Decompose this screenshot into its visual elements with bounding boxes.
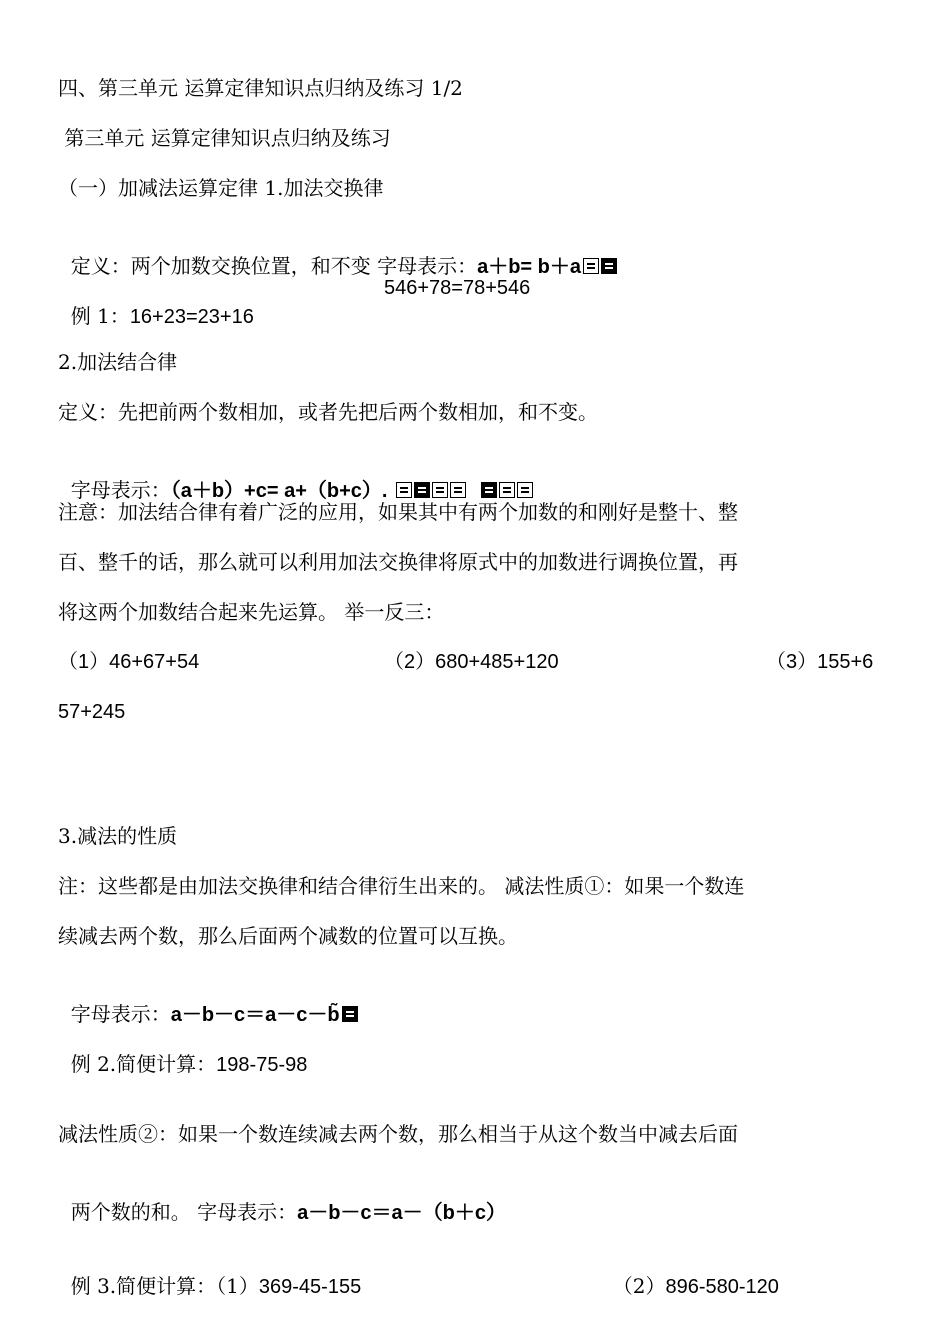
placeholder-glyph-icon bbox=[432, 482, 448, 498]
note-paragraph-line: 百、整千的话，那么就可以利用加法交换律将原式中的加数进行调换位置，再 bbox=[58, 550, 738, 574]
example-expression: 546+78=78+546 bbox=[384, 277, 531, 299]
formula-label: 字母表示： bbox=[70, 478, 171, 502]
example-3-part-2 bbox=[600, 1244, 779, 1301]
subtraction-property-2-line: 减法性质②：如果一个数连续减去两个数，那么相当于从这个数当中减去后面 bbox=[58, 1122, 738, 1146]
example-3 bbox=[58, 1244, 361, 1301]
placeholder-glyph-icon bbox=[517, 482, 533, 498]
formula-label: 字母表示： bbox=[70, 1002, 171, 1026]
doc-title: 四、第三单元 运算定律知识点归纳及练习 1/2 bbox=[58, 76, 463, 100]
note-paragraph-line: 将这两个加数结合起来先运算。 举一反三： bbox=[58, 600, 445, 624]
subsection-heading: （一）加减法运算定律 1.加法交换律 bbox=[58, 176, 384, 200]
example-expression: 369-45-155 bbox=[258, 1276, 362, 1298]
example-2 bbox=[58, 1022, 307, 1079]
subtraction-formula-line bbox=[58, 972, 358, 1029]
subtraction-heading: 3.减法的性质 bbox=[58, 824, 178, 848]
subtraction-formula-1: a－b－c＝a－c－b̃ bbox=[170, 1004, 340, 1026]
placeholder-glyph-icon bbox=[481, 482, 497, 498]
exercise-2: （2）680+485+120 bbox=[384, 651, 559, 673]
placeholder-glyph-icon bbox=[499, 482, 515, 498]
placeholder-glyph-icon bbox=[414, 482, 430, 498]
example-label: 例 3.简便计算：（1） bbox=[70, 1274, 259, 1298]
placeholder-glyph-icon bbox=[601, 258, 617, 274]
placeholder-glyph-icon bbox=[450, 482, 466, 498]
example-expression: 896-580-120 bbox=[665, 1276, 779, 1298]
section-heading: 第三单元 运算定律知识点归纳及练习 bbox=[58, 126, 391, 150]
placeholder-glyph-icon bbox=[583, 258, 599, 274]
exercise-1: （1）46+67+54 bbox=[58, 651, 200, 673]
example-expression: 16+23=23+16 bbox=[129, 306, 254, 328]
associative-formula: （a＋b）+c= a+（b+c）. bbox=[170, 480, 388, 502]
part-label: （2） bbox=[612, 1274, 666, 1298]
associative-formula-line bbox=[58, 448, 533, 505]
placeholder-glyph-icon bbox=[396, 482, 412, 498]
exercise-3-continued: 57+245 bbox=[58, 701, 126, 723]
example-1 bbox=[58, 274, 254, 331]
subtraction-note-line: 注：这些都是由加法交换律和结合律衍生出来的。 减法性质①：如果一个数连 bbox=[58, 874, 745, 898]
associative-definition: 定义：先把前两个数相加，或者先把后两个数相加，和不变。 bbox=[58, 400, 598, 424]
note-paragraph-line: 注意：加法结合律有着广泛的应用，如果其中有两个加数的和刚好是整十、整 bbox=[58, 500, 738, 524]
subtraction-note-line: 续减去两个数，那么后面两个减数的位置可以互换。 bbox=[58, 924, 518, 948]
subtraction-property-2-line bbox=[58, 1170, 506, 1227]
example-expression: 198-75-98 bbox=[216, 1054, 308, 1076]
associative-heading: 2.加法结合律 bbox=[58, 350, 178, 374]
exercise-3: （3）155+6 bbox=[766, 651, 874, 673]
definition-text: 定义：两个加数交换位置，和不变 字母表示： bbox=[70, 254, 478, 278]
property-text: 两个数的和。 字母表示： bbox=[70, 1200, 298, 1224]
example-label: 例 1： bbox=[70, 304, 130, 328]
commutative-definition bbox=[58, 224, 617, 281]
commutative-formula: a＋b= b＋a bbox=[477, 256, 581, 278]
example-label: 例 2.简便计算： bbox=[70, 1052, 217, 1076]
placeholder-glyph-icon bbox=[342, 1006, 358, 1022]
subtraction-formula-2: a－b－c＝a－（b＋c） bbox=[297, 1202, 507, 1224]
